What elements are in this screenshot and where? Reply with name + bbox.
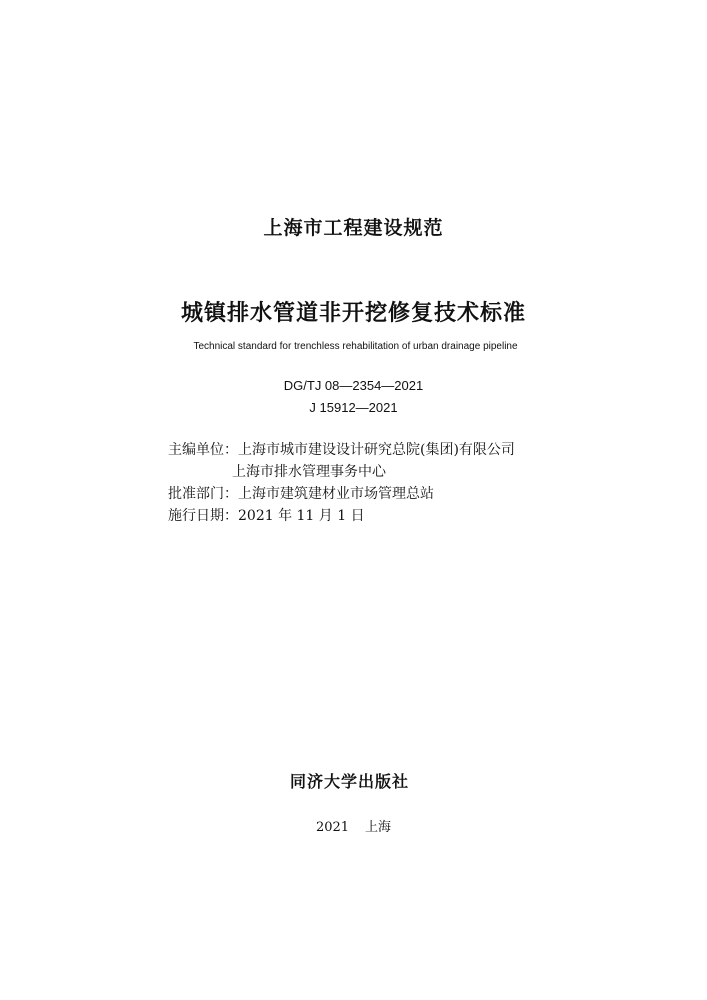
publisher-name: 同济大学出版社 <box>289 772 409 791</box>
editor-row-2 <box>168 461 515 483</box>
approver-row <box>168 483 515 505</box>
editor-label: 主编单位： <box>168 442 238 458</box>
publication-line <box>0 816 707 835</box>
series-title: 上海市工程建设规范 <box>263 217 444 239</box>
document-title: 城镇排水管道非开挖修复技术标准 <box>180 301 526 326</box>
effective-date: 2021 年 11 月 1 日 <box>238 508 365 524</box>
effective-row <box>168 505 515 527</box>
standard-code: DG/TJ 08—2354—2021 <box>283 378 424 393</box>
editor-unit-2: 上海市排水管理事务中心 <box>232 464 386 480</box>
info-block <box>168 439 515 527</box>
approver-unit: 上海市建筑建材业市场管理总站 <box>238 486 434 502</box>
approver-label: 批准部门： <box>168 486 238 502</box>
effective-label: 施行日期： <box>168 508 238 524</box>
english-title: Technical standard for trenchless rehabilitation of urban drainage pipeline <box>193 341 518 352</box>
editor-unit-1: 上海市城市建设设计研究总院(集团)有限公司 <box>238 442 515 458</box>
publication-city: 上海 <box>365 820 392 835</box>
editor-row <box>168 439 515 461</box>
record-code: J 15912—2021 <box>309 400 398 415</box>
publication-year: 2021 <box>315 820 350 835</box>
